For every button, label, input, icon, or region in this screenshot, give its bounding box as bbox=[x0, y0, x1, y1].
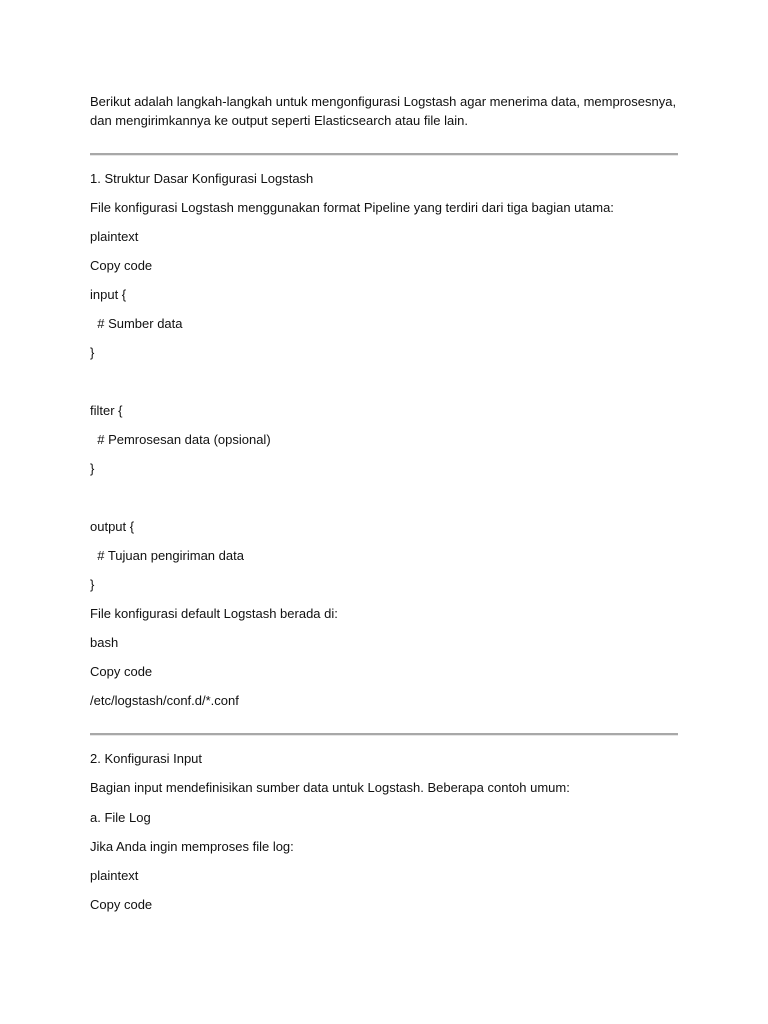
code-language-label: plaintext bbox=[90, 868, 139, 883]
code-language-label: plaintext bbox=[90, 229, 139, 244]
intro-text-line-2: dan mengirimkannya ke output seperti Elasticsearch atau file lain. bbox=[90, 113, 468, 128]
copy-code-label: Copy code bbox=[90, 258, 153, 273]
section-2-description: Bagian input mendefinisikan sumber data untuk Logstash. Beberapa contoh umum: bbox=[90, 780, 570, 795]
horizontal-divider bbox=[90, 153, 678, 156]
code-line: # Tujuan pengiriman data bbox=[90, 548, 244, 563]
section-2-heading: 2. Konfigurasi Input bbox=[90, 751, 203, 766]
code-line: input { bbox=[90, 287, 127, 302]
config-path: /etc/logstash/conf.d/*.conf bbox=[90, 693, 239, 708]
code-language-label: bash bbox=[90, 635, 119, 650]
code-line: # Pemrosesan data (opsional) bbox=[90, 432, 271, 447]
subsection-description: Jika Anda ingin memproses file log: bbox=[90, 839, 294, 854]
horizontal-divider bbox=[90, 733, 678, 736]
intro-text-line-1: Berikut adalah langkah-langkah untuk mengonfigurasi Logstash agar menerima data, memprosesnya, bbox=[90, 94, 677, 109]
code-line: # Sumber data bbox=[90, 316, 183, 331]
code-line: } bbox=[90, 345, 95, 360]
section-1-heading: 1. Struktur Dasar Konfigurasi Logstash bbox=[90, 171, 314, 186]
code-line: filter { bbox=[90, 403, 123, 418]
copy-code-label: Copy code bbox=[90, 664, 153, 679]
subsection-heading: a. File Log bbox=[90, 810, 151, 825]
code-line: } bbox=[90, 461, 95, 476]
code-line: } bbox=[90, 577, 95, 592]
code-line: output { bbox=[90, 519, 135, 534]
section-1-description: File konfigurasi Logstash menggunakan format Pipeline yang terdiri dari tiga bagian utama: bbox=[90, 200, 614, 215]
copy-code-label: Copy code bbox=[90, 897, 153, 912]
default-path-description: File konfigurasi default Logstash berada di: bbox=[90, 606, 338, 621]
